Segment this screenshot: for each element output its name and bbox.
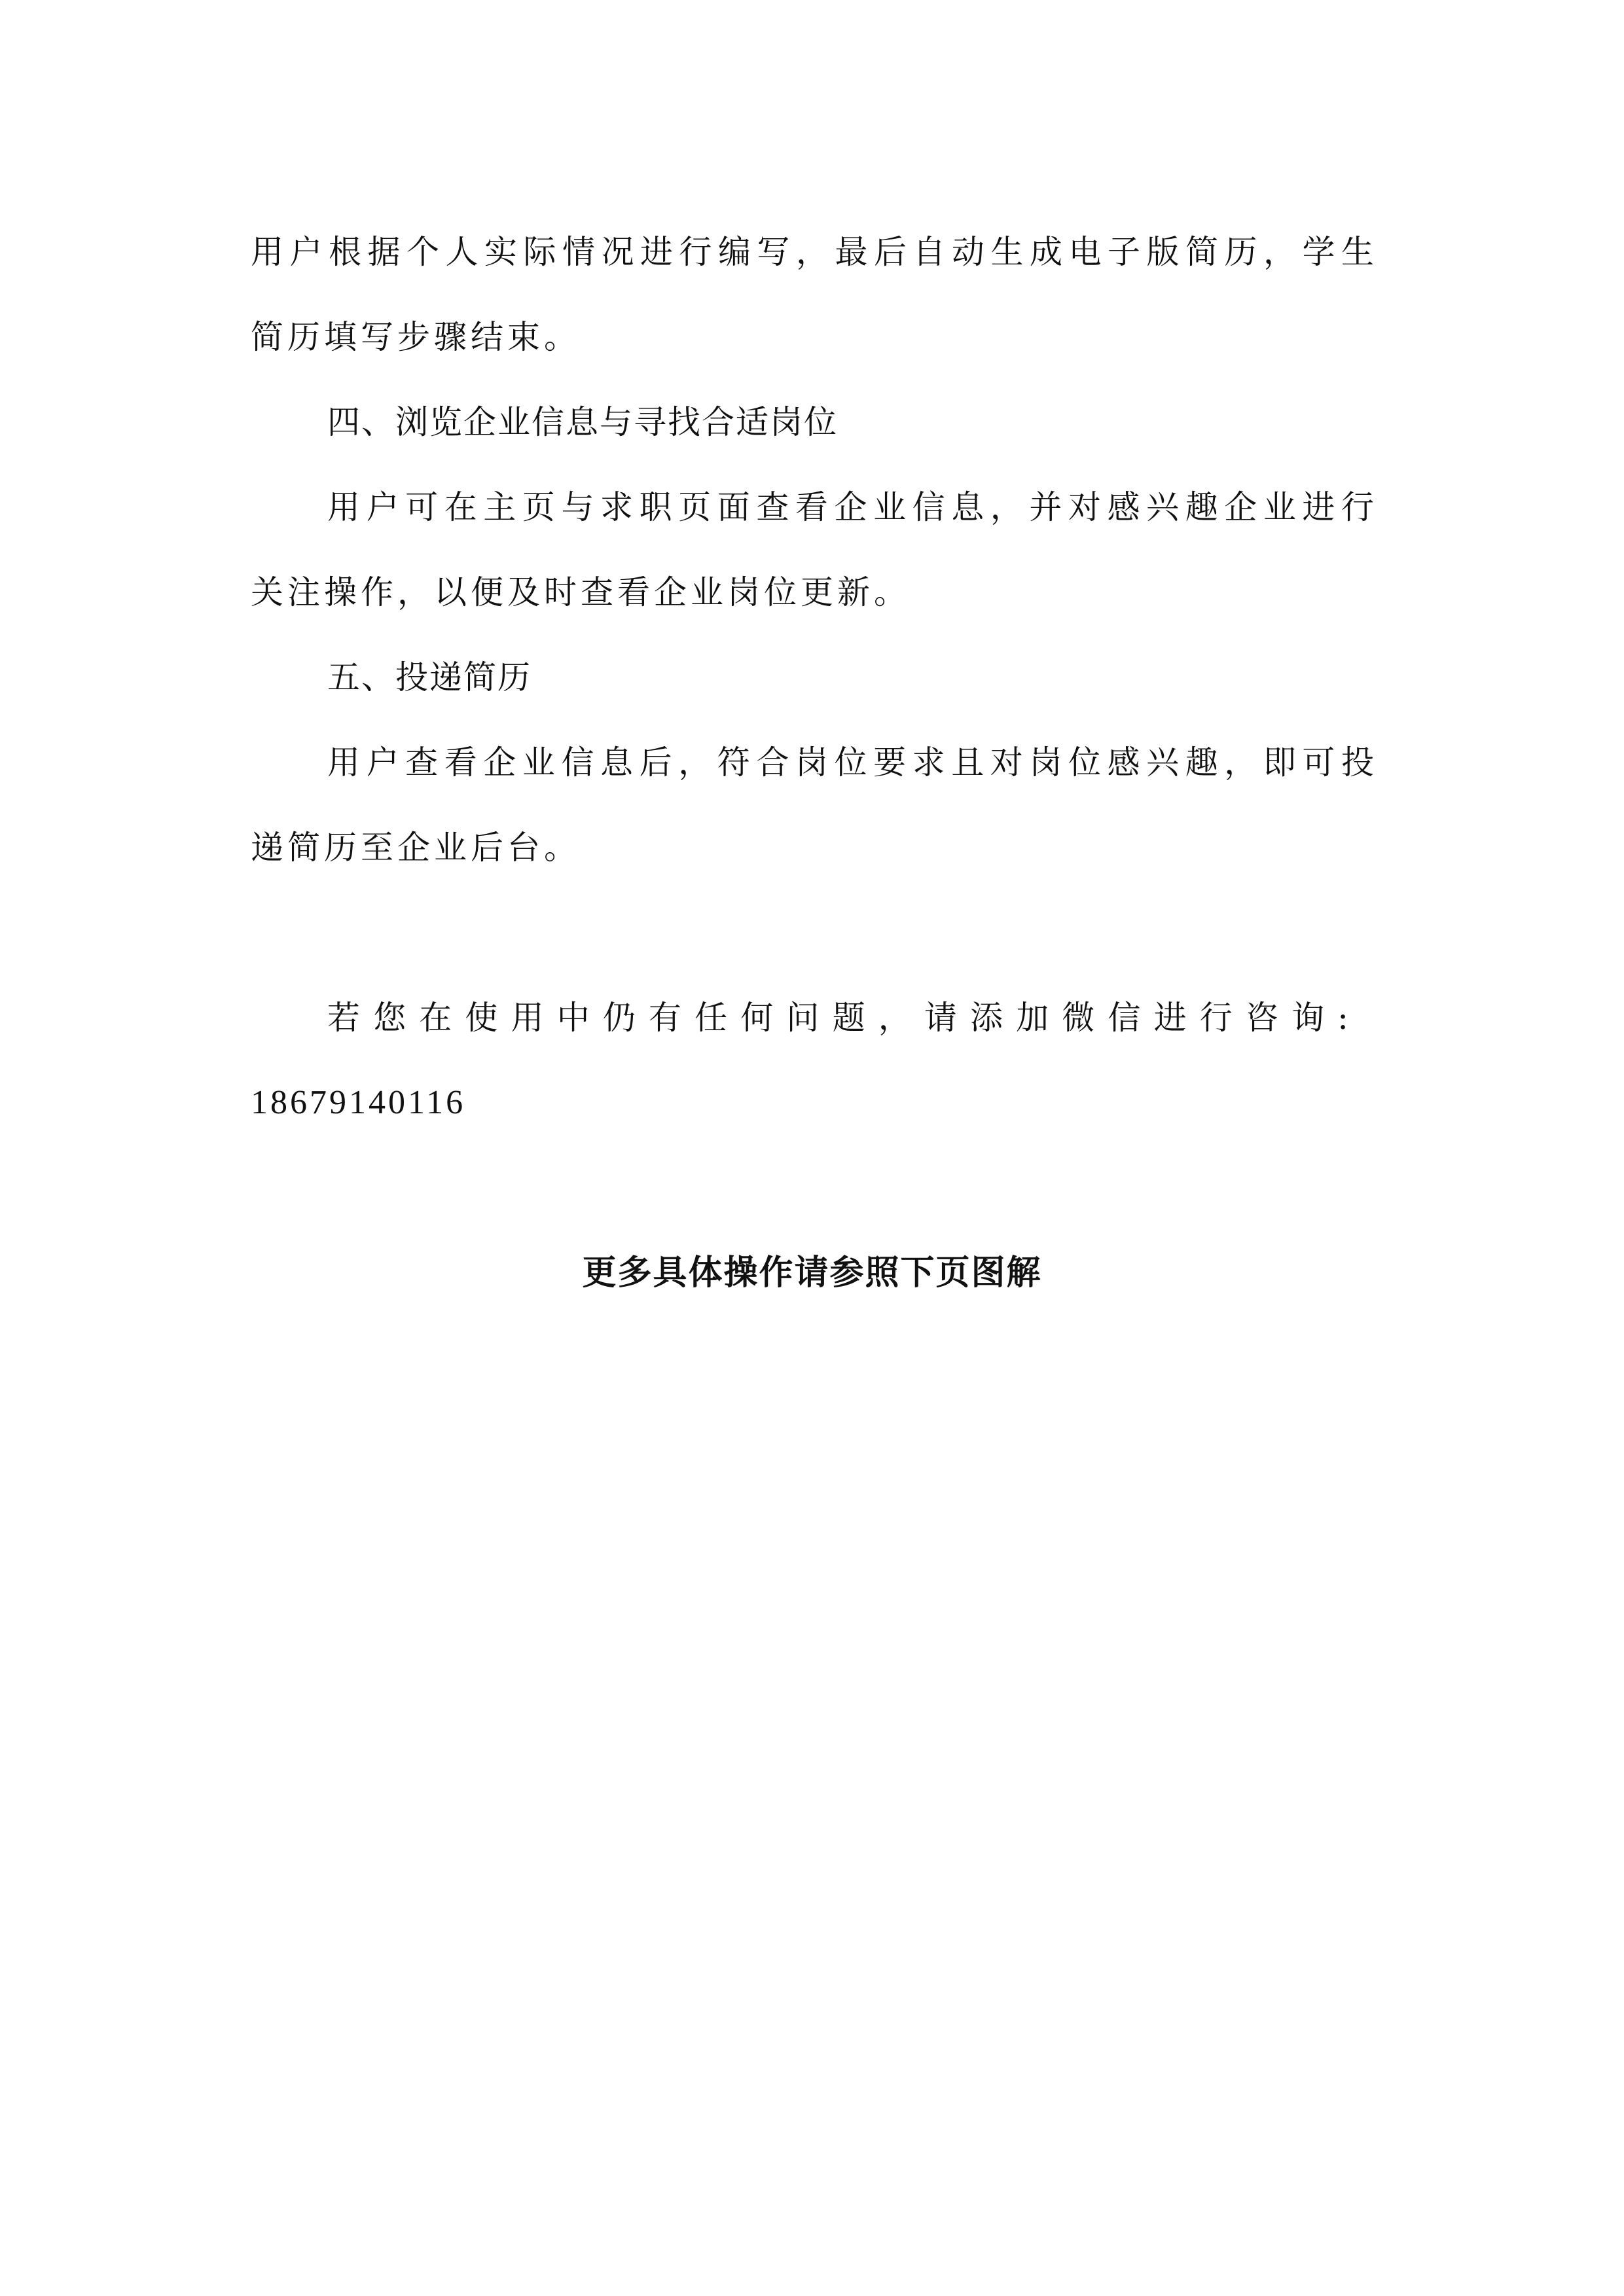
footer-note: 更多具体操作请参照下页图解	[582, 1253, 1042, 1293]
section-4-heading: 四、浏览企业信息与寻找合适岗位	[327, 403, 838, 441]
intro-line-2: 简历填写步骤结束。	[251, 318, 581, 356]
contact-phone-number: 18679140116	[251, 1084, 466, 1121]
contact-line: 若您在使用中仍有任何问题，请添加微信进行咨询:	[327, 999, 1348, 1037]
section-4-line-1: 用户可在主页与求职页面查看企业信息，并对感兴趣企业进行	[327, 488, 1374, 526]
section-4-line-2: 关注操作，以便及时查看企业岗位更新。	[251, 573, 911, 611]
section-5-line-1: 用户查看企业信息后，符合岗位要求且对岗位感兴趣，即可投	[327, 744, 1374, 781]
section-5-heading: 五、投递简历	[327, 658, 532, 696]
intro-line-1: 用户根据个人实际情况进行编写，最后自动生成电子版简历，学生	[251, 233, 1374, 271]
section-5-line-2: 递简历至企业后台。	[251, 829, 581, 867]
